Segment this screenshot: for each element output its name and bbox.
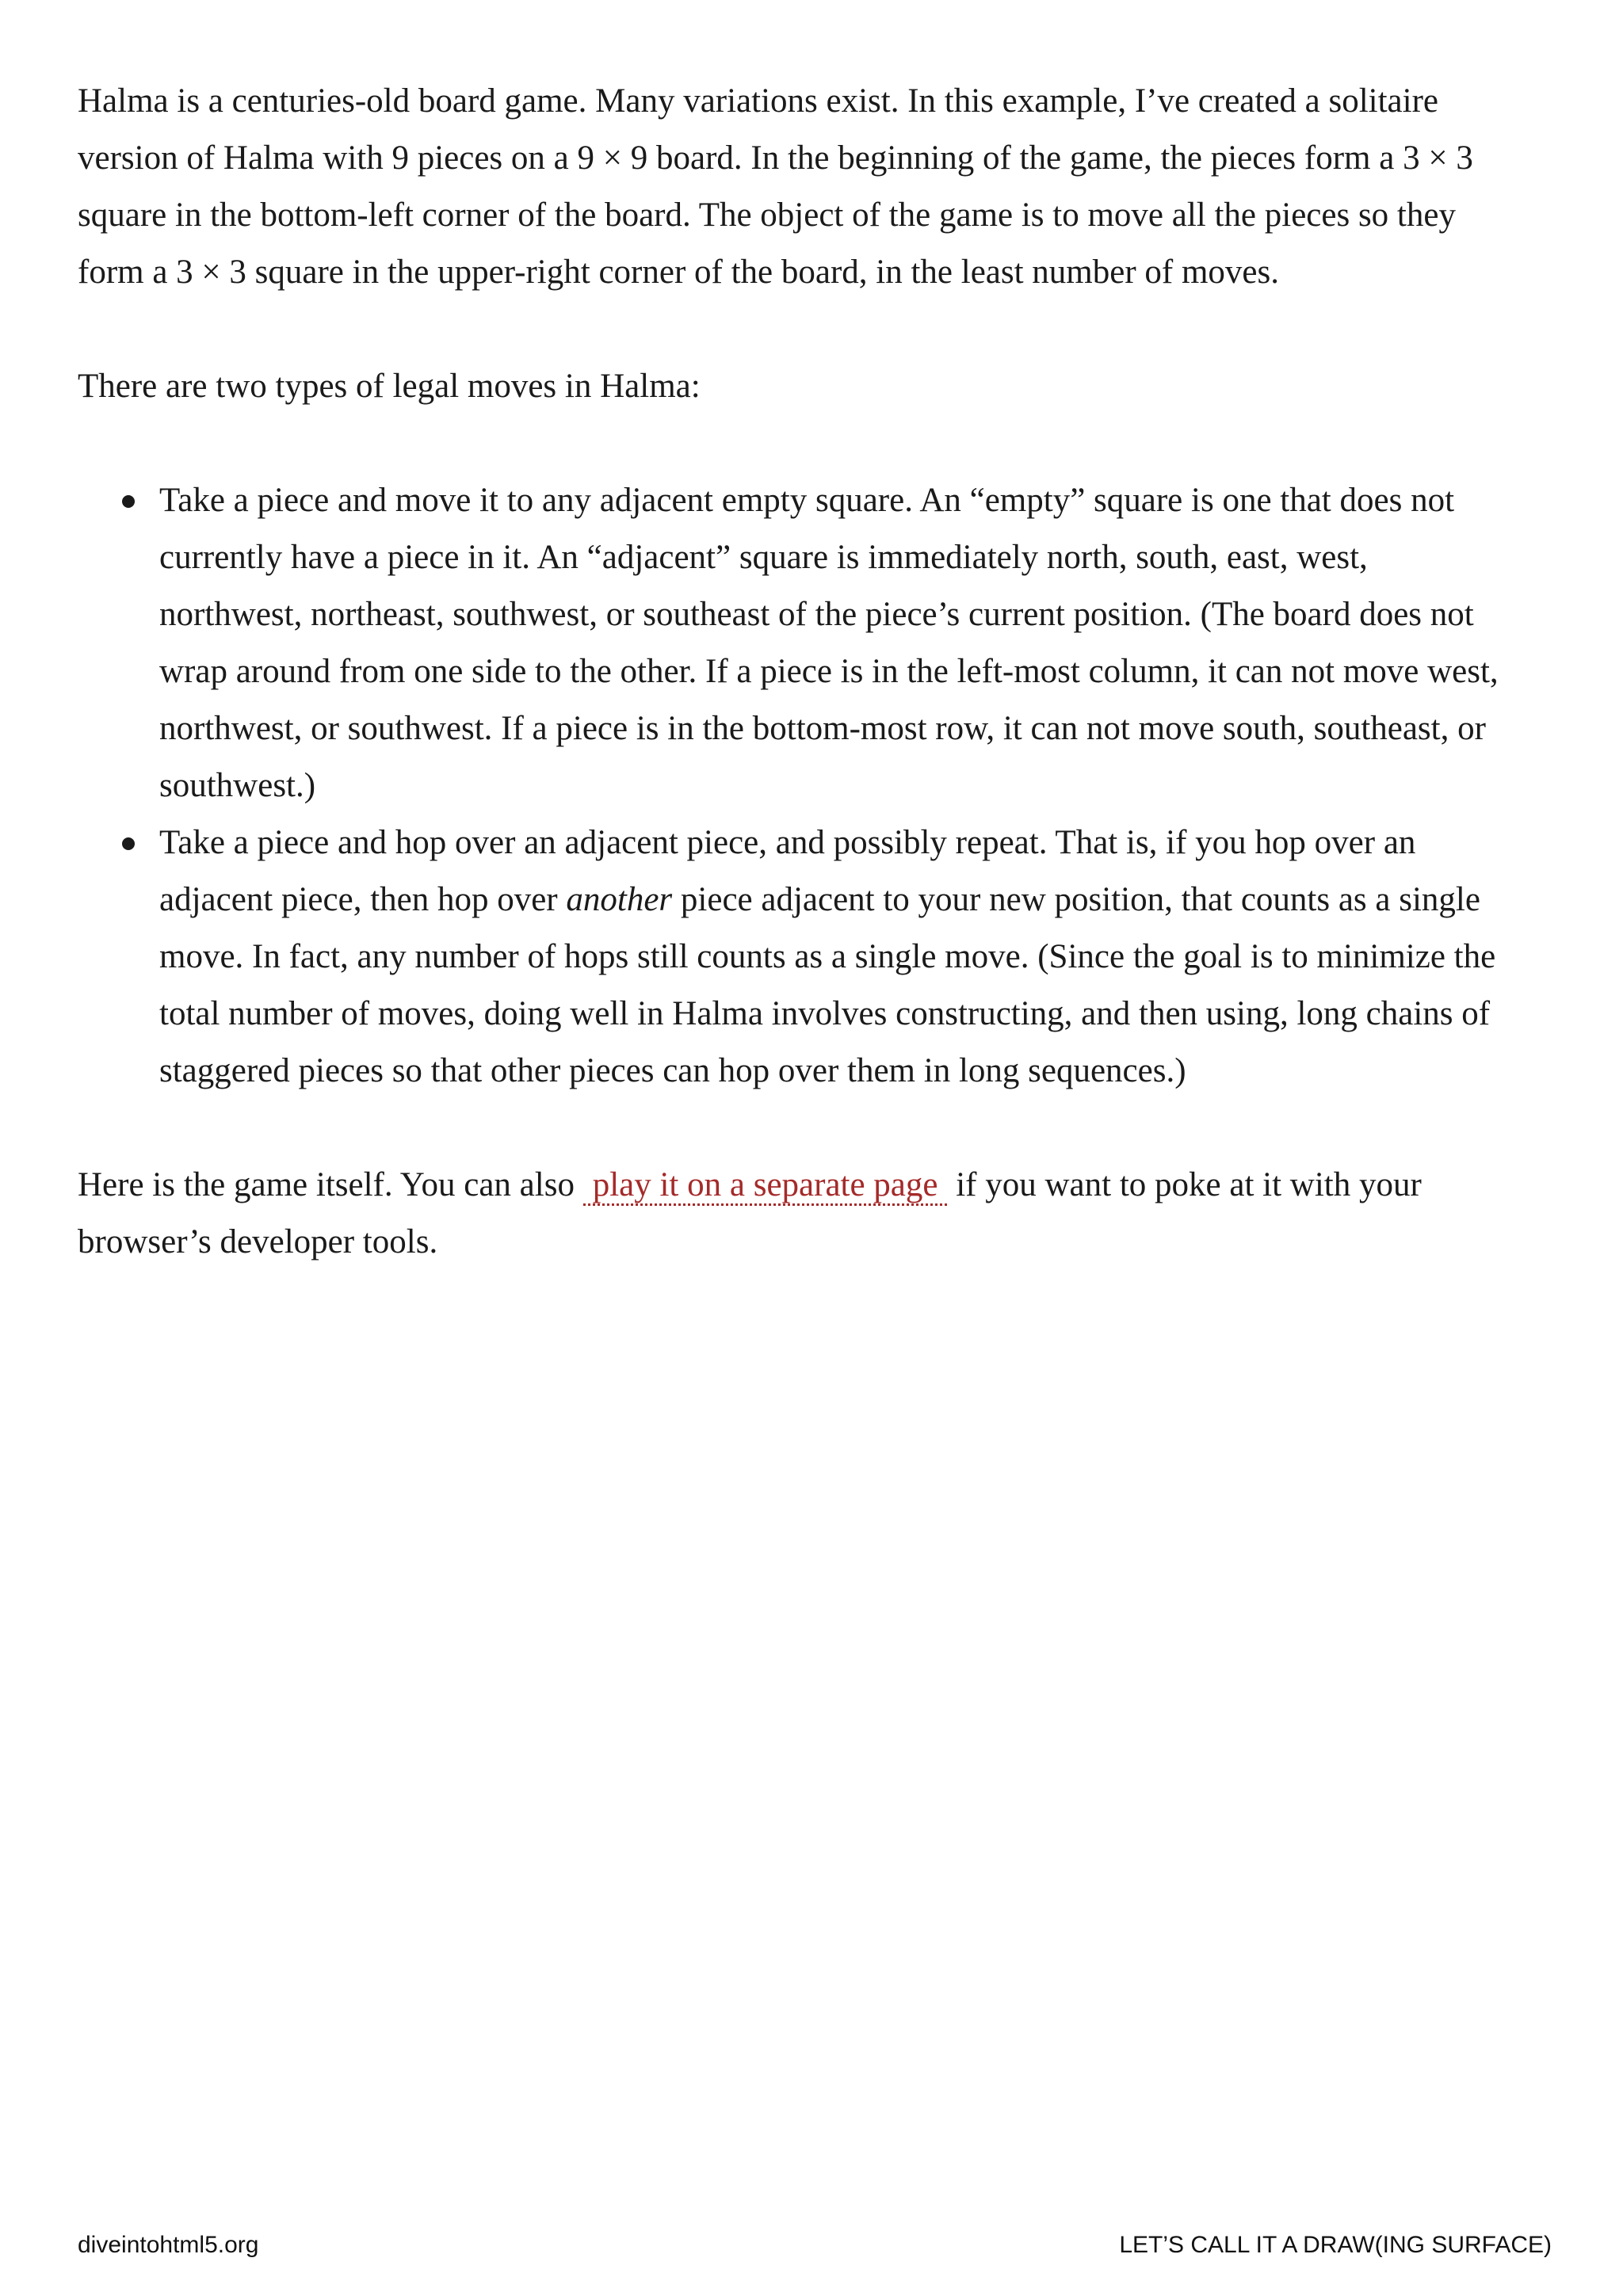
closing-text-before: Here is the game itself. You can also bbox=[78, 1166, 583, 1203]
moves-intro-paragraph: There are two types of legal moves in Halma: bbox=[78, 368, 701, 405]
closing-paragraph bbox=[78, 1157, 1504, 1271]
hop-emphasis: another bbox=[566, 881, 673, 918]
article-body bbox=[78, 73, 1504, 1271]
list-item-move-hop bbox=[159, 814, 1504, 1100]
footer-chapter-title: LET’S CALL IT A DRAW(ING SURFACE) bbox=[1119, 2232, 1552, 2258]
intro-paragraph: Halma is a centuries-old board game. Many variations exist. In this example, I’ve created a solitaire version of Halma with 9 pieces on a 9 × 9 board. In the beginning of the game, the pieces form a 3 × 3 square in the bottom-left corner of the board. The object of the game is to move all the pieces so they form a 3 × 3 square in the upper-right corner of the board, in the least number of moves. bbox=[78, 82, 1473, 291]
separate-page-link[interactable]: play it on a separate page bbox=[583, 1166, 948, 1206]
list-item-move-adjacent: Take a piece and move it to any adjacent empty square. An “empty” square is one that does not currently have a piece in it. An “adjacent” square is immediately north, south, east, west, northwest, northeast, southwest, or southeast of the piece’s current position. (The board does not wrap around from one side to the other. If a piece is in the left-most column, it can not move west, northwest, or southwest. If a piece is in the bottom-most row, it can not move south, southeast, or southwest.) bbox=[159, 472, 1504, 814]
hop-text-before: Take a piece and hop over an adjacent piece, and possibly repeat. That is, if you hop over an adjacent piece, then hop over bbox=[159, 824, 1416, 918]
legal-moves-list bbox=[78, 472, 1504, 1100]
hop-text-after: piece adjacent to your new position, that counts as a single move. In fact, any number of hops still counts as a single move. (Since the goal is to minimize the total number of moves, doing well in Halma involves constructing, and then using, long chains of staggered pieces so that other pieces can hop over them in long sequences.) bbox=[159, 881, 1496, 1089]
footer-site-name: diveintohtml5.org bbox=[78, 2232, 259, 2258]
closing-text-after: if you want to poke at it with your browser’s developer tools. bbox=[78, 1166, 1422, 1261]
